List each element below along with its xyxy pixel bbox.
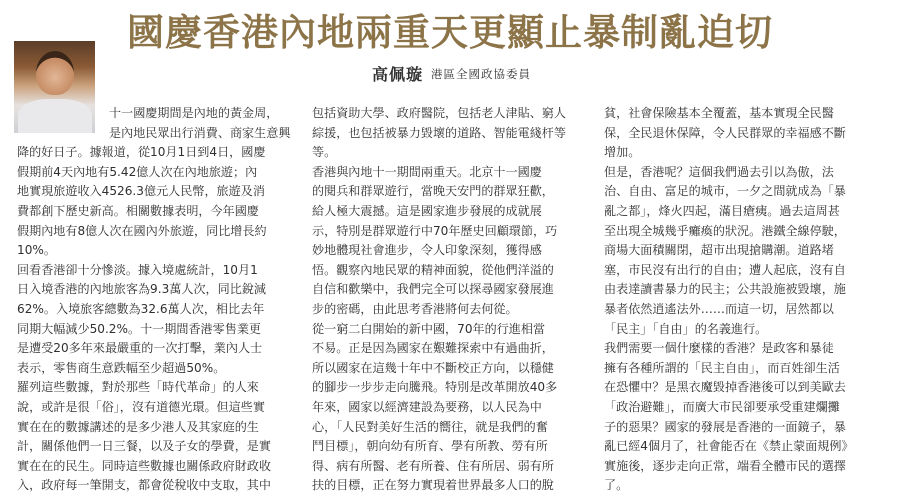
article-line: 說，或許是很「俗」，沒有道德光環。但這些實 bbox=[17, 399, 265, 414]
article-line: 貧，社會保險基本全覆蓋，基本實現全民醫 bbox=[604, 106, 834, 120]
article-line: 增加。 bbox=[604, 145, 641, 160]
article-line: 示，特別是群眾遊行中70年歷史回顧環節，巧 bbox=[312, 223, 558, 238]
headline: 國慶香港內地兩重天更顯止暴制亂迫切 bbox=[127, 11, 773, 54]
article-line: 的腳步一步步走向騰飛。特別是改革開放40多 bbox=[312, 380, 558, 395]
article-line: 至出現全城幾乎癱瘓的狀況。港鐵全線停駛， bbox=[604, 223, 846, 238]
article-line: 塞，市民沒有出行的自由；遭人起底，沒有自 bbox=[604, 262, 846, 277]
article-line: 子的惡果？國家的發展是香港的一面鏡子，暴 bbox=[604, 419, 846, 434]
article-line: 回看香港卻十分慘淡。據入境處統計，10月1 bbox=[17, 262, 258, 277]
article-line: 62%。入境旅客總數為32.6萬人次，相比去年 bbox=[17, 301, 265, 316]
article-line: 悟。觀察內地民眾的精神面貌，從他們洋溢的 bbox=[312, 262, 554, 277]
article-line: 香港與內地十一期間兩重天。北京十一國慶 bbox=[312, 164, 542, 179]
article-line: 扶的目標，正在努力實現着世界最多人口的脫 bbox=[312, 478, 554, 493]
author-name: 高佩璇 bbox=[372, 65, 424, 84]
article-line: 亂之都」，烽火四起，滿目瘡痍。過去這周甚 bbox=[604, 203, 840, 218]
article-line: 自信和歡樂中，我們完全可以探尋國家發展進 bbox=[312, 282, 554, 297]
article-line: 地實現旅遊收入4526.3億元人民幣，旅遊及消 bbox=[17, 184, 265, 199]
article-line: 十一國慶期間是內地的黃金周， bbox=[109, 106, 279, 120]
article-line: 年來，國家以經濟建設為要務，以人民為中 bbox=[312, 399, 542, 414]
article-line: 保，全民退休保障，令人民群眾的幸福感不斷 bbox=[604, 125, 846, 140]
article-line: 計，關係他們一日三餐，以及子女的學費，是實 bbox=[17, 439, 271, 454]
article-line: 降的好日子。據報道，從10月1日到4日，國慶 bbox=[17, 145, 266, 160]
article-line: 等。 bbox=[312, 145, 337, 160]
article-line: 在恐懼中？是黑衣魔毀掉香港後可以到美歐去 bbox=[604, 380, 846, 395]
article-line: 假期內地有8億人次在國內外旅遊，同比增長約 bbox=[17, 223, 267, 238]
author-photo-head bbox=[36, 51, 74, 95]
article-column-1 bbox=[17, 104, 302, 496]
article-line: 是遭受20多年來最嚴重的一次打擊，業內人士 bbox=[17, 341, 263, 356]
article-line: 心，「人民對美好生活的嚮往，就是我們的奮 bbox=[312, 419, 548, 434]
article-line: 假期前4天內地有5.42億人次在內地旅遊；內 bbox=[17, 164, 258, 179]
article-line: 從一窮二白開始的新中國，70年的行進相當 bbox=[312, 321, 546, 336]
article-line: 不易。正是因為國家在艱難探索中有過曲折， bbox=[312, 341, 554, 356]
article-line: 是內地民眾出行消費、商家生意興 bbox=[109, 125, 291, 140]
article-line: 包括資助大學、政府醫院，包括老人津貼、窮人 bbox=[312, 106, 566, 120]
article-line: 同期大幅減少50.2%。十一期間香港零售業更 bbox=[17, 321, 262, 336]
article-line: 日入境香港的內地旅客為9.3萬人次，同比銳減 bbox=[17, 282, 267, 297]
article-line: 給人極大震撼。這是國家進步發展的成就展 bbox=[312, 203, 542, 218]
article-line: 我們需要一個什麼樣的香港？是政客和暴徒 bbox=[604, 341, 834, 356]
article-line: 鬥目標」，朝向幼有所育、學有所教、勞有所 bbox=[312, 439, 548, 454]
article-line: 實在在的民生。同時這些數據也關係政府財政收 bbox=[17, 458, 271, 473]
article-line: 治、自由、富足的城市，一夕之間就成為「暴 bbox=[604, 184, 846, 199]
author-title: 港區全國政協委員 bbox=[431, 67, 531, 81]
article-line: 實施後，逐步走向正常，端看全體市民的選擇 bbox=[604, 458, 846, 473]
article-line: 綜援，也包括被暴力毀壞的道路、智能電綫杆等 bbox=[312, 125, 566, 140]
article-line: 但是，香港呢？這個我們過去引以為傲，法 bbox=[604, 164, 834, 179]
article-line: 的閱兵和群眾遊行，當晚天安門的群眾狂歡， bbox=[312, 184, 554, 199]
article-line: 亂已經4個月了，社會能否在《禁止蒙面規例》 bbox=[604, 439, 854, 454]
article-line: 「民主」「自由」的名義進行。 bbox=[604, 321, 768, 336]
article-line: 擁有各種所謂的「民主自由」，而百姓卻生活 bbox=[604, 360, 840, 375]
article-line: 10%。 bbox=[17, 243, 56, 258]
article-line: 表示，零售商生意跌幅至少超過50%。 bbox=[17, 360, 226, 375]
article-line: 得、病有所醫、老有所養、住有所居、弱有所 bbox=[312, 458, 554, 473]
article-line: 由表達讀書暴力的民主；公共設施被毀壞，施 bbox=[604, 282, 846, 297]
article-line: 所以國家在這幾十年中不斷校正方向，以穩健 bbox=[312, 360, 554, 375]
article-column-3 bbox=[604, 104, 886, 496]
article-line: 羅列這些數據，對於那些「時代革命」的人來 bbox=[17, 380, 259, 395]
article-line: 費都創下歷史新高。相關數據表明，今年國慶 bbox=[17, 203, 259, 218]
article-line: 暴者依然逍遙法外……而這一切，居然都以 bbox=[604, 301, 834, 316]
article-column-2 bbox=[312, 104, 594, 496]
article-line: 了。 bbox=[604, 478, 629, 493]
article-line: 入，政府每一筆開支，都會從稅收中支取，其中 bbox=[17, 478, 271, 493]
article-line: 步的密碼，由此思考香港將何去何從。 bbox=[312, 301, 518, 316]
article-line: 商場大面積關閉，超市出現搶購潮。道路堵 bbox=[604, 243, 834, 258]
article-line: 妙地體現社會進步，令人印象深刻，獲得感 bbox=[312, 243, 542, 258]
article-line: 實在在的數據講述的是多少港人及其家庭的生 bbox=[17, 419, 259, 434]
article-line: 「政治避難」，而廣大市民卻要承受重建爛攤 bbox=[604, 399, 840, 414]
